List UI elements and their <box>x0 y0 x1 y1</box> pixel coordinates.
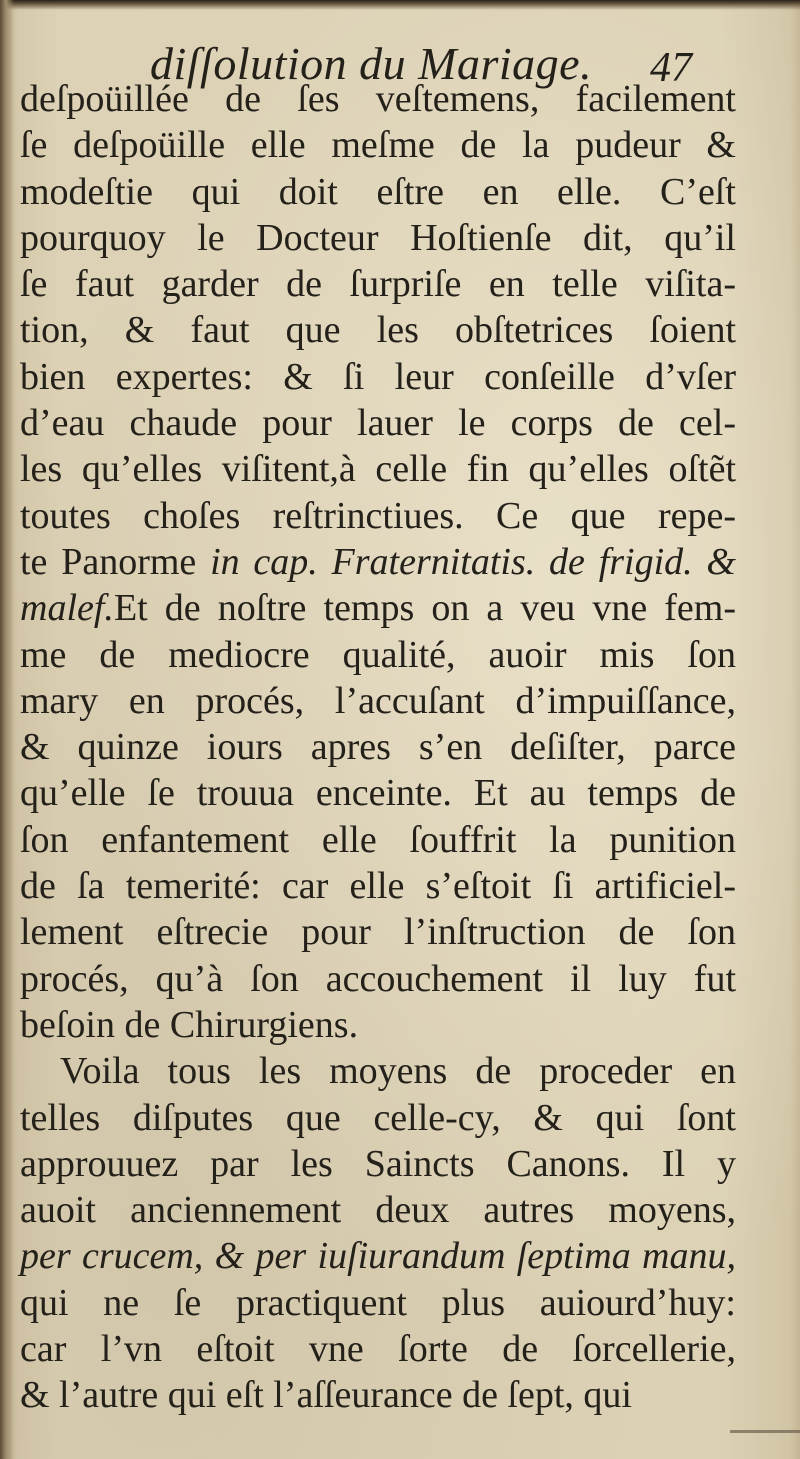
text-line <box>20 770 736 816</box>
text-segment: me de mediocre qualité, auoir mis ſon <box>20 633 736 676</box>
text-line <box>20 1141 736 1187</box>
text-line <box>20 1372 736 1418</box>
text-segment: deſpoüillée de ſes veſtemens, facilement <box>20 78 736 120</box>
bottom-rule <box>730 1430 800 1433</box>
text-segment: tion, & faut que les obſtetrices ſoient <box>20 309 736 352</box>
text-segment: procés, qu’à ſon accouchement il luy fut <box>20 957 736 1000</box>
text-segment: Et de noſtre temps on a veu vne fem- <box>113 587 736 630</box>
text-line <box>20 400 736 446</box>
text-segment: te Panorme <box>20 540 211 583</box>
text-line <box>20 1095 736 1141</box>
text-segment: ſe deſpoüille elle meſme de la pudeur & <box>20 124 736 167</box>
text-segment: ſe faut garder de ſurpriſe en telle viſita- <box>20 263 736 306</box>
text-line <box>20 678 736 724</box>
text-segment: car l’vn eſtoit vne ſorte de ſorcellerie, <box>20 1328 736 1371</box>
text-line <box>20 1326 736 1372</box>
page-top-edge <box>0 0 800 10</box>
text-line <box>20 539 736 585</box>
text-segment: ſon enfantement elle ſouffrit la punition <box>20 818 736 861</box>
text-line <box>20 1048 736 1094</box>
text-line <box>20 354 736 400</box>
text-line <box>20 817 736 863</box>
text-segment: beſoin de Chirurgiens. <box>20 1003 359 1046</box>
text-segment: mary en procés, l’accuſant d’impuiſſance, <box>20 679 736 722</box>
text-segment: qu’elle ſe trouua enceinte. Et au temps de <box>20 772 736 815</box>
text-segment: auoit anciennement deux autres moyens, <box>20 1189 736 1232</box>
text-line <box>20 909 736 955</box>
text-line <box>20 493 736 539</box>
text-line <box>20 169 736 215</box>
italic-citation: per crucem, & per iuſiurandum ſeptima manu, <box>20 1235 736 1278</box>
text-line <box>20 307 736 353</box>
text-line <box>20 215 736 261</box>
text-line <box>20 446 736 492</box>
text-segment: telles diſputes que celle-cy, & qui ſont <box>20 1096 736 1139</box>
text-line <box>20 585 736 631</box>
text-segment: & l’autre qui eſt l’aſſeurance de ſept, qui <box>20 1374 632 1417</box>
text-segment: approuuez par les Saincts Canons. Il y <box>20 1142 736 1185</box>
text-line <box>20 956 736 1002</box>
text-line <box>20 1233 736 1279</box>
text-segment: pourquoy le Docteur Hoſtienſe dit, qu’il <box>20 216 736 259</box>
text-line <box>20 1187 736 1233</box>
text-line <box>20 724 736 770</box>
text-segment: qui ne ſe practiquent plus auiourd’huy: <box>20 1281 736 1324</box>
body-text <box>20 76 736 1419</box>
text-segment: lement eſtrecie pour l’inſtruction de ſon <box>20 911 736 954</box>
text-line <box>20 261 736 307</box>
text-segment: Voila tous les moyens de proceder en <box>60 1050 736 1093</box>
text-segment: toutes choſes reſtrinctiues. Ce que repe- <box>20 494 736 537</box>
running-title: diſſolution du Mariage. <box>150 38 593 89</box>
text-segment: de ſa temerité: car elle s’eſtoit ſi artificiel- <box>20 865 736 908</box>
page-number: 47 <box>650 45 692 91</box>
text-line <box>20 863 736 909</box>
text-segment: d’eau chaude pour lauer le corps de cel- <box>20 402 736 445</box>
text-segment: & quinze iours apres s’en deſiſter, parce <box>20 726 736 769</box>
text-line <box>20 122 736 168</box>
text-line <box>20 632 736 678</box>
page-gutter-shadow <box>0 0 14 1459</box>
text-segment: les qu’elles viſitent,à celle fin qu’elles oſtẽt <box>20 448 736 491</box>
text-segment: bien expertes: & ſi leur conſeille d’vſer <box>20 355 736 398</box>
italic-citation: in cap. Fraternitatis. de frigid. & <box>210 540 736 583</box>
text-line <box>20 1280 736 1326</box>
italic-citation: malef. <box>20 587 114 630</box>
text-line <box>20 1002 736 1048</box>
text-line <box>20 76 736 122</box>
text-segment: modeſtie qui doit eſtre en elle. C’eſt <box>20 170 736 213</box>
